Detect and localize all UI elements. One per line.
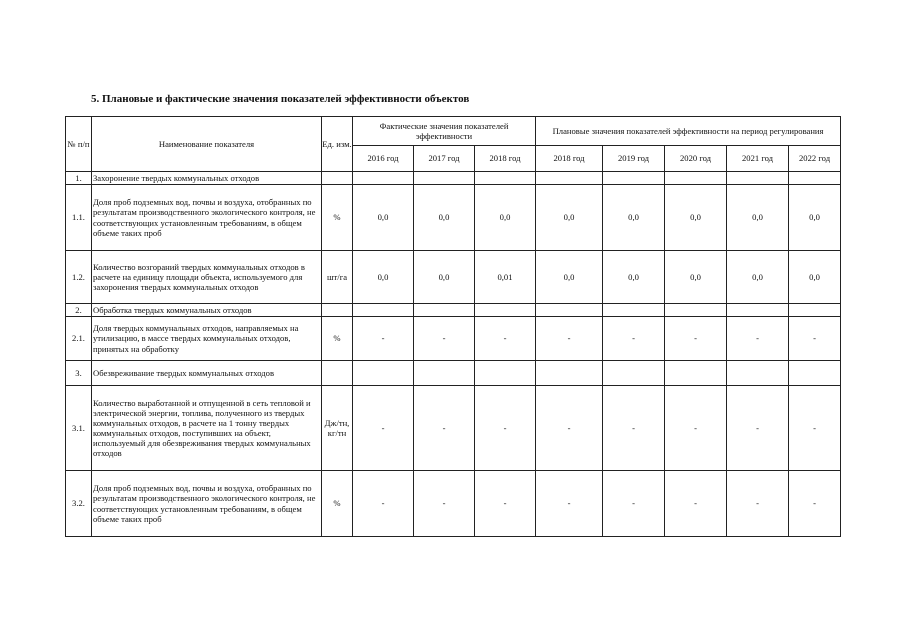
value-cell: 0,0 [603,251,665,304]
value-cell: - [727,471,789,537]
indicator-name: Доля проб подземных вод, почвы и воздуха, отобранных по результатам производственного экологического контроля, не соответствующих установленным требованиям, в общем объеме таких проб [92,471,322,537]
header-group-plan: Плановые значения показателей эффективности на период регулирования [536,117,841,146]
header-year-plan: 2021 год [727,146,789,172]
value-cell: - [414,471,475,537]
row-number: 3.1. [66,386,92,471]
value-cell: - [727,317,789,361]
empty-cell [322,361,353,386]
empty-cell [414,361,475,386]
header-year-plan: 2022 год [789,146,841,172]
value-cell: 0,0 [603,185,665,251]
table-row [66,386,841,471]
empty-cell [353,172,414,185]
row-number: 2. [66,304,92,317]
table-row [66,317,841,361]
row-number: 2.1. [66,317,92,361]
header-num: № п/п [66,117,92,172]
empty-cell [475,172,536,185]
value-cell: - [475,317,536,361]
value-cell: 0,0 [665,251,727,304]
value-cell: 0,0 [475,185,536,251]
value-cell: 0,0 [414,185,475,251]
empty-cell [789,172,841,185]
empty-cell [353,304,414,317]
value-cell: 0,0 [353,251,414,304]
value-cell: - [789,471,841,537]
value-cell: - [727,386,789,471]
value-cell: - [353,386,414,471]
empty-cell [603,361,665,386]
empty-cell [536,304,603,317]
empty-cell [603,172,665,185]
value-cell: 0,0 [665,185,727,251]
empty-cell [789,361,841,386]
indicator-name: Количество выработанной и отпущенной в сеть тепловой и электрической энергии, топлива, полученного из твердых коммунальных отходов, в расчете на 1 тонну твердых коммунальных отходов, поступивших на объект, используемый для обезвреживания твердых коммунальных отходов [92,386,322,471]
section-title: Обезвреживание твердых коммунальных отходов [92,361,322,386]
header-unit: Ед. изм. [322,117,353,172]
empty-cell [536,172,603,185]
empty-cell [665,172,727,185]
empty-cell [665,361,727,386]
header-year-actual: 2018 год [475,146,536,172]
value-cell: - [414,386,475,471]
empty-cell [603,304,665,317]
value-cell: 0,0 [727,251,789,304]
value-cell: - [665,386,727,471]
empty-cell [322,304,353,317]
section-title: Обработка твердых коммунальных отходов [92,304,322,317]
unit-cell: Дж/тн, кг/тн [322,386,353,471]
value-cell: - [536,317,603,361]
value-cell: - [603,386,665,471]
indicator-name: Доля твердых коммунальных отходов, направляемых на утилизацию, в массе твердых коммунальных отходов, принятых на обработку [92,317,322,361]
indicator-name: Количество возгораний твердых коммунальных отходов в расчете на единицу площади объекта, используемого для захоронения твердых коммунальных отходов [92,251,322,304]
value-cell: 0,0 [789,251,841,304]
value-cell: - [789,386,841,471]
unit-cell: % [322,185,353,251]
value-cell: - [665,471,727,537]
section-row [66,304,841,317]
header-row-1 [66,117,841,146]
value-cell: - [353,317,414,361]
empty-cell [322,172,353,185]
empty-cell [727,304,789,317]
document-heading: 5. Плановые и фактические значения показателей эффективности объектов [91,93,470,105]
header-year-actual: 2017 год [414,146,475,172]
value-cell: 0,0 [789,185,841,251]
value-cell: - [665,317,727,361]
unit-cell: % [322,317,353,361]
value-cell: - [536,471,603,537]
value-cell: - [536,386,603,471]
value-cell: - [414,317,475,361]
value-cell: 0,0 [727,185,789,251]
header-year-actual: 2016 год [353,146,414,172]
empty-cell [536,361,603,386]
header-year-plan: 2018 год [536,146,603,172]
value-cell: - [353,471,414,537]
value-cell: 0,0 [353,185,414,251]
value-cell: - [789,317,841,361]
empty-cell [475,304,536,317]
header-name: Наименование показателя [92,117,322,172]
empty-cell [789,304,841,317]
value-cell: - [603,471,665,537]
value-cell: - [475,471,536,537]
row-number: 3.2. [66,471,92,537]
indicator-name: Доля проб подземных вод, почвы и воздуха, отобранных по результатам производственного экологического контроля, не соответствующих установленным требованиям, в общем объеме таких проб [92,185,322,251]
header-group-actual: Фактические значения показателей эффективности [353,117,536,146]
row-number: 1. [66,172,92,185]
unit-cell: % [322,471,353,537]
kpi-table [65,116,841,537]
row-number: 1.2. [66,251,92,304]
section-row [66,361,841,386]
table-row [66,251,841,304]
header-year-plan: 2019 год [603,146,665,172]
empty-cell [414,172,475,185]
value-cell: 0,0 [536,185,603,251]
value-cell: - [475,386,536,471]
value-cell: 0,0 [536,251,603,304]
value-cell: 0,0 [414,251,475,304]
unit-cell: шт/га [322,251,353,304]
section-title: Захоронение твердых коммунальных отходов [92,172,322,185]
section-row [66,172,841,185]
value-cell: 0,01 [475,251,536,304]
row-number: 3. [66,361,92,386]
empty-cell [353,361,414,386]
table-row [66,185,841,251]
empty-cell [727,172,789,185]
header-year-plan: 2020 год [665,146,727,172]
table-row [66,471,841,537]
row-number: 1.1. [66,185,92,251]
empty-cell [665,304,727,317]
empty-cell [727,361,789,386]
value-cell: - [603,317,665,361]
empty-cell [475,361,536,386]
empty-cell [414,304,475,317]
